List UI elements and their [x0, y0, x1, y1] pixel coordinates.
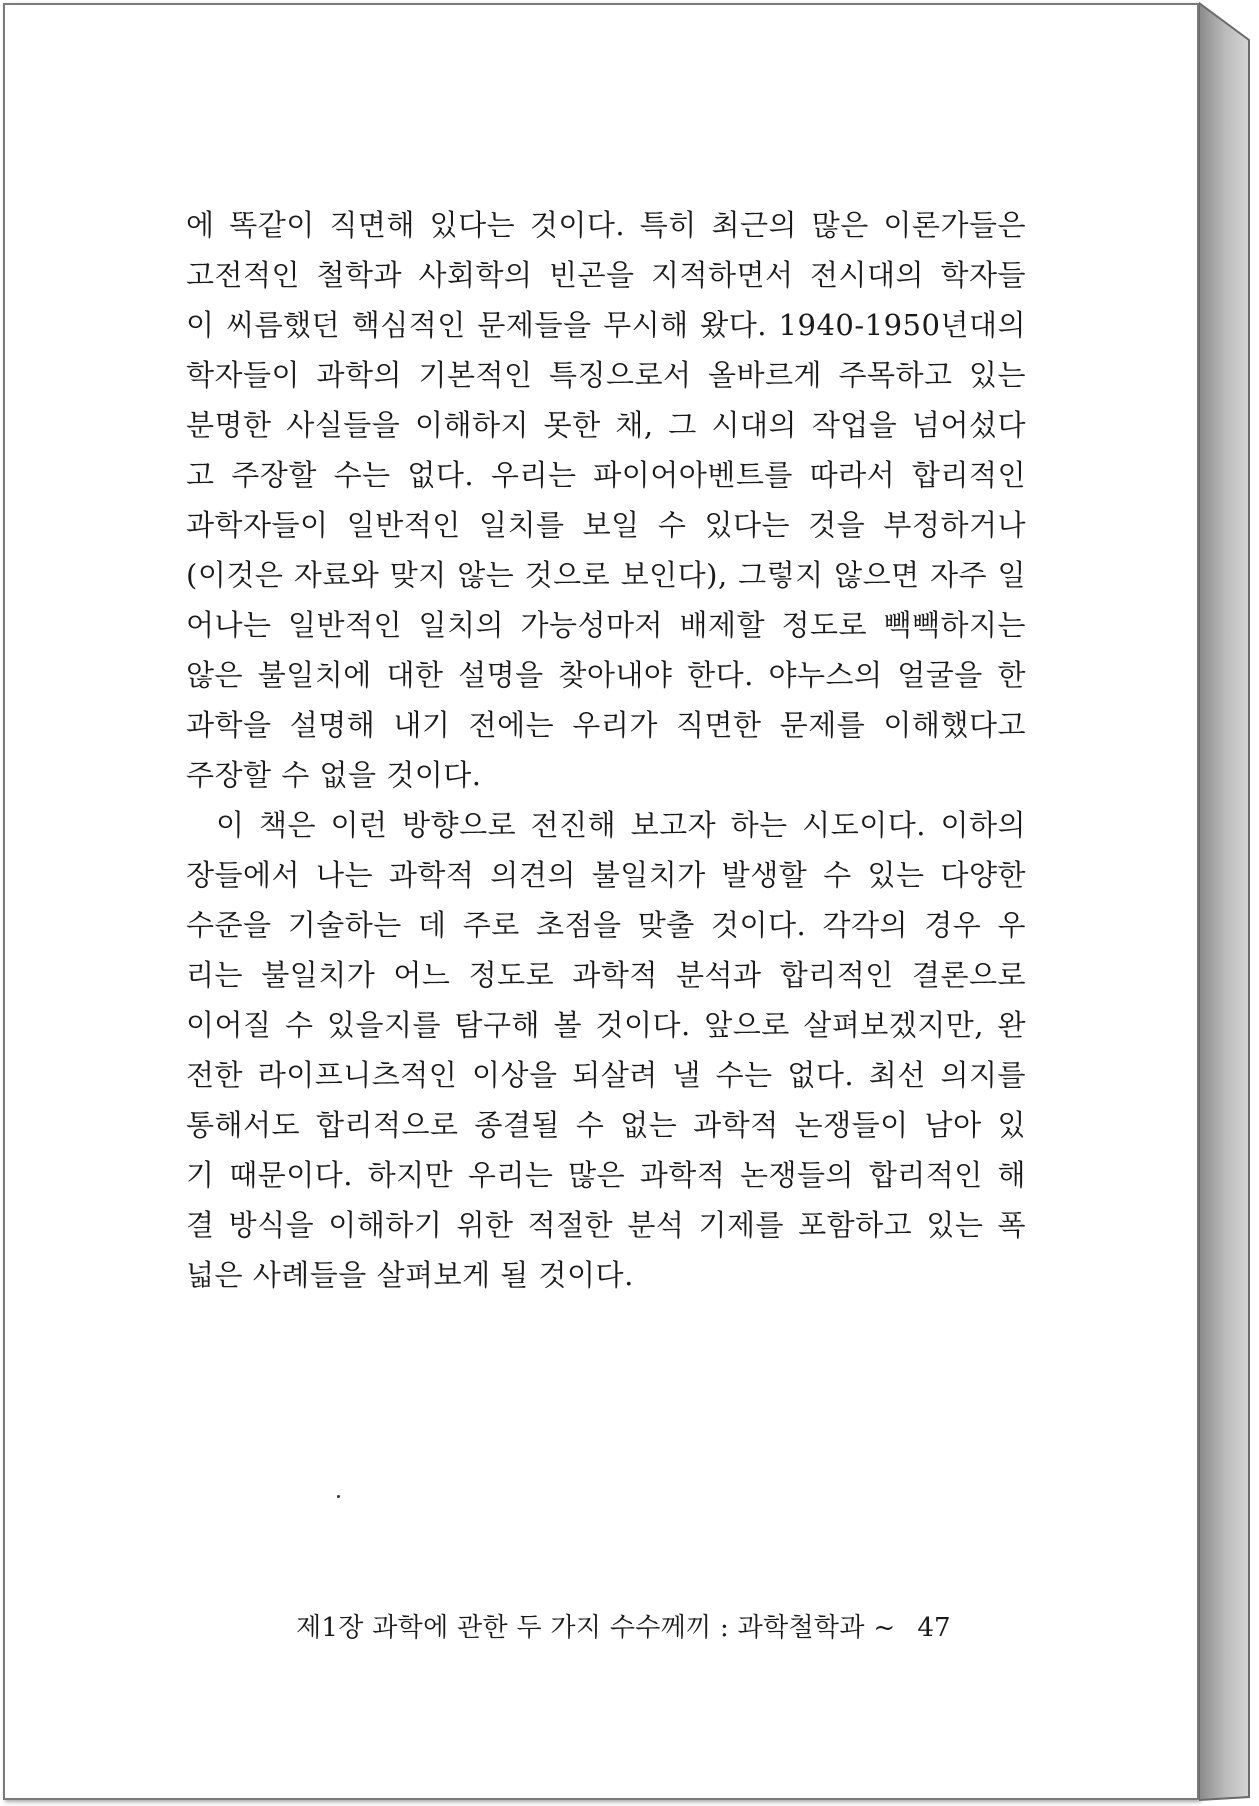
paragraph: [186, 200, 1026, 800]
body-text: [186, 200, 1026, 1300]
text-line: 결 방식을 이해하기 위한 적절한 분석 기제를 포함하고 있는 폭: [186, 1208, 1026, 1242]
text-line: 넓은 사례들을 살펴보게 될 것이다.: [186, 1258, 634, 1292]
paragraph: [186, 800, 1026, 1300]
text-line: 이 책은 이런 방향으로 전진해 보고자 하는 시도이다. 이하의: [216, 808, 1026, 842]
text-line: 이어질 수 있을지를 탐구해 볼 것이다. 앞으로 살펴보겠지만, 완: [186, 1008, 1026, 1042]
text-line: 장들에서 나는 과학적 의견의 불일치가 발생할 수 있는 다양한: [186, 858, 1026, 892]
text-line: 학자들이 과학의 기본적인 특징으로서 올바르게 주목하고 있는: [186, 358, 1026, 392]
text-line: 어나는 일반적인 일치의 가능성마저 배제할 정도로 빽빽하지는: [186, 608, 1026, 642]
text-line: 기 때문이다. 하지만 우리는 많은 과학적 논쟁들의 합리적인 해: [186, 1158, 1026, 1192]
page-number: 47: [917, 1613, 951, 1643]
text-line: 수준을 기술하는 데 주로 초점을 맞출 것이다. 각각의 경우 우: [186, 908, 1026, 942]
text-line: 고 주장할 수는 없다. 우리는 파이어아벤트를 따라서 합리적인: [186, 458, 1026, 492]
text-line: 주장할 수 없을 것이다.: [186, 758, 482, 792]
book-page-edge: [1199, 0, 1253, 1806]
text-line: 과학을 설명해 내기 전에는 우리가 직면한 문제를 이해했다고: [186, 708, 1026, 742]
page-edge-shading: [1199, 0, 1253, 1806]
running-head: 제1장 과학에 관한 두 가지 수수께끼 : 과학철학과 ~: [296, 1613, 896, 1643]
text-line: 리는 불일치가 어느 정도로 과학적 분석과 합리적인 결론으로: [186, 958, 1026, 992]
running-footer: [296, 1608, 1002, 1648]
text-line: 이 씨름했던 핵심적인 문제들을 무시해 왔다. 1940-1950년대의: [186, 308, 1026, 342]
text-line: 전한 라이프니츠적인 이상을 되살려 낼 수는 없다. 최선 의지를: [186, 1058, 1026, 1092]
text-line: 통해서도 합리적으로 종결될 수 없는 과학적 논쟁들이 남아 있: [186, 1108, 1026, 1142]
text-line: 분명한 사실들을 이해하지 못한 채, 그 시대의 작업을 넘어섰다: [186, 408, 1026, 442]
text-line: (이것은 자료와 맞지 않는 것으로 보인다), 그렇지 않으면 자주 일: [186, 558, 1026, 592]
scan-speck: [337, 1495, 340, 1498]
text-line: 과학자들이 일반적인 일치를 보일 수 있다는 것을 부정하거나: [186, 508, 1026, 542]
text-line: 않은 불일치에 대한 설명을 찾아내야 한다. 야누스의 얼굴을 한: [186, 658, 1026, 692]
text-line: 고전적인 철학과 사회학의 빈곤을 지적하면서 전시대의 학자들: [186, 258, 1026, 292]
text-line: 에 똑같이 직면해 있다는 것이다. 특히 최근의 많은 이론가들은: [186, 208, 1026, 242]
